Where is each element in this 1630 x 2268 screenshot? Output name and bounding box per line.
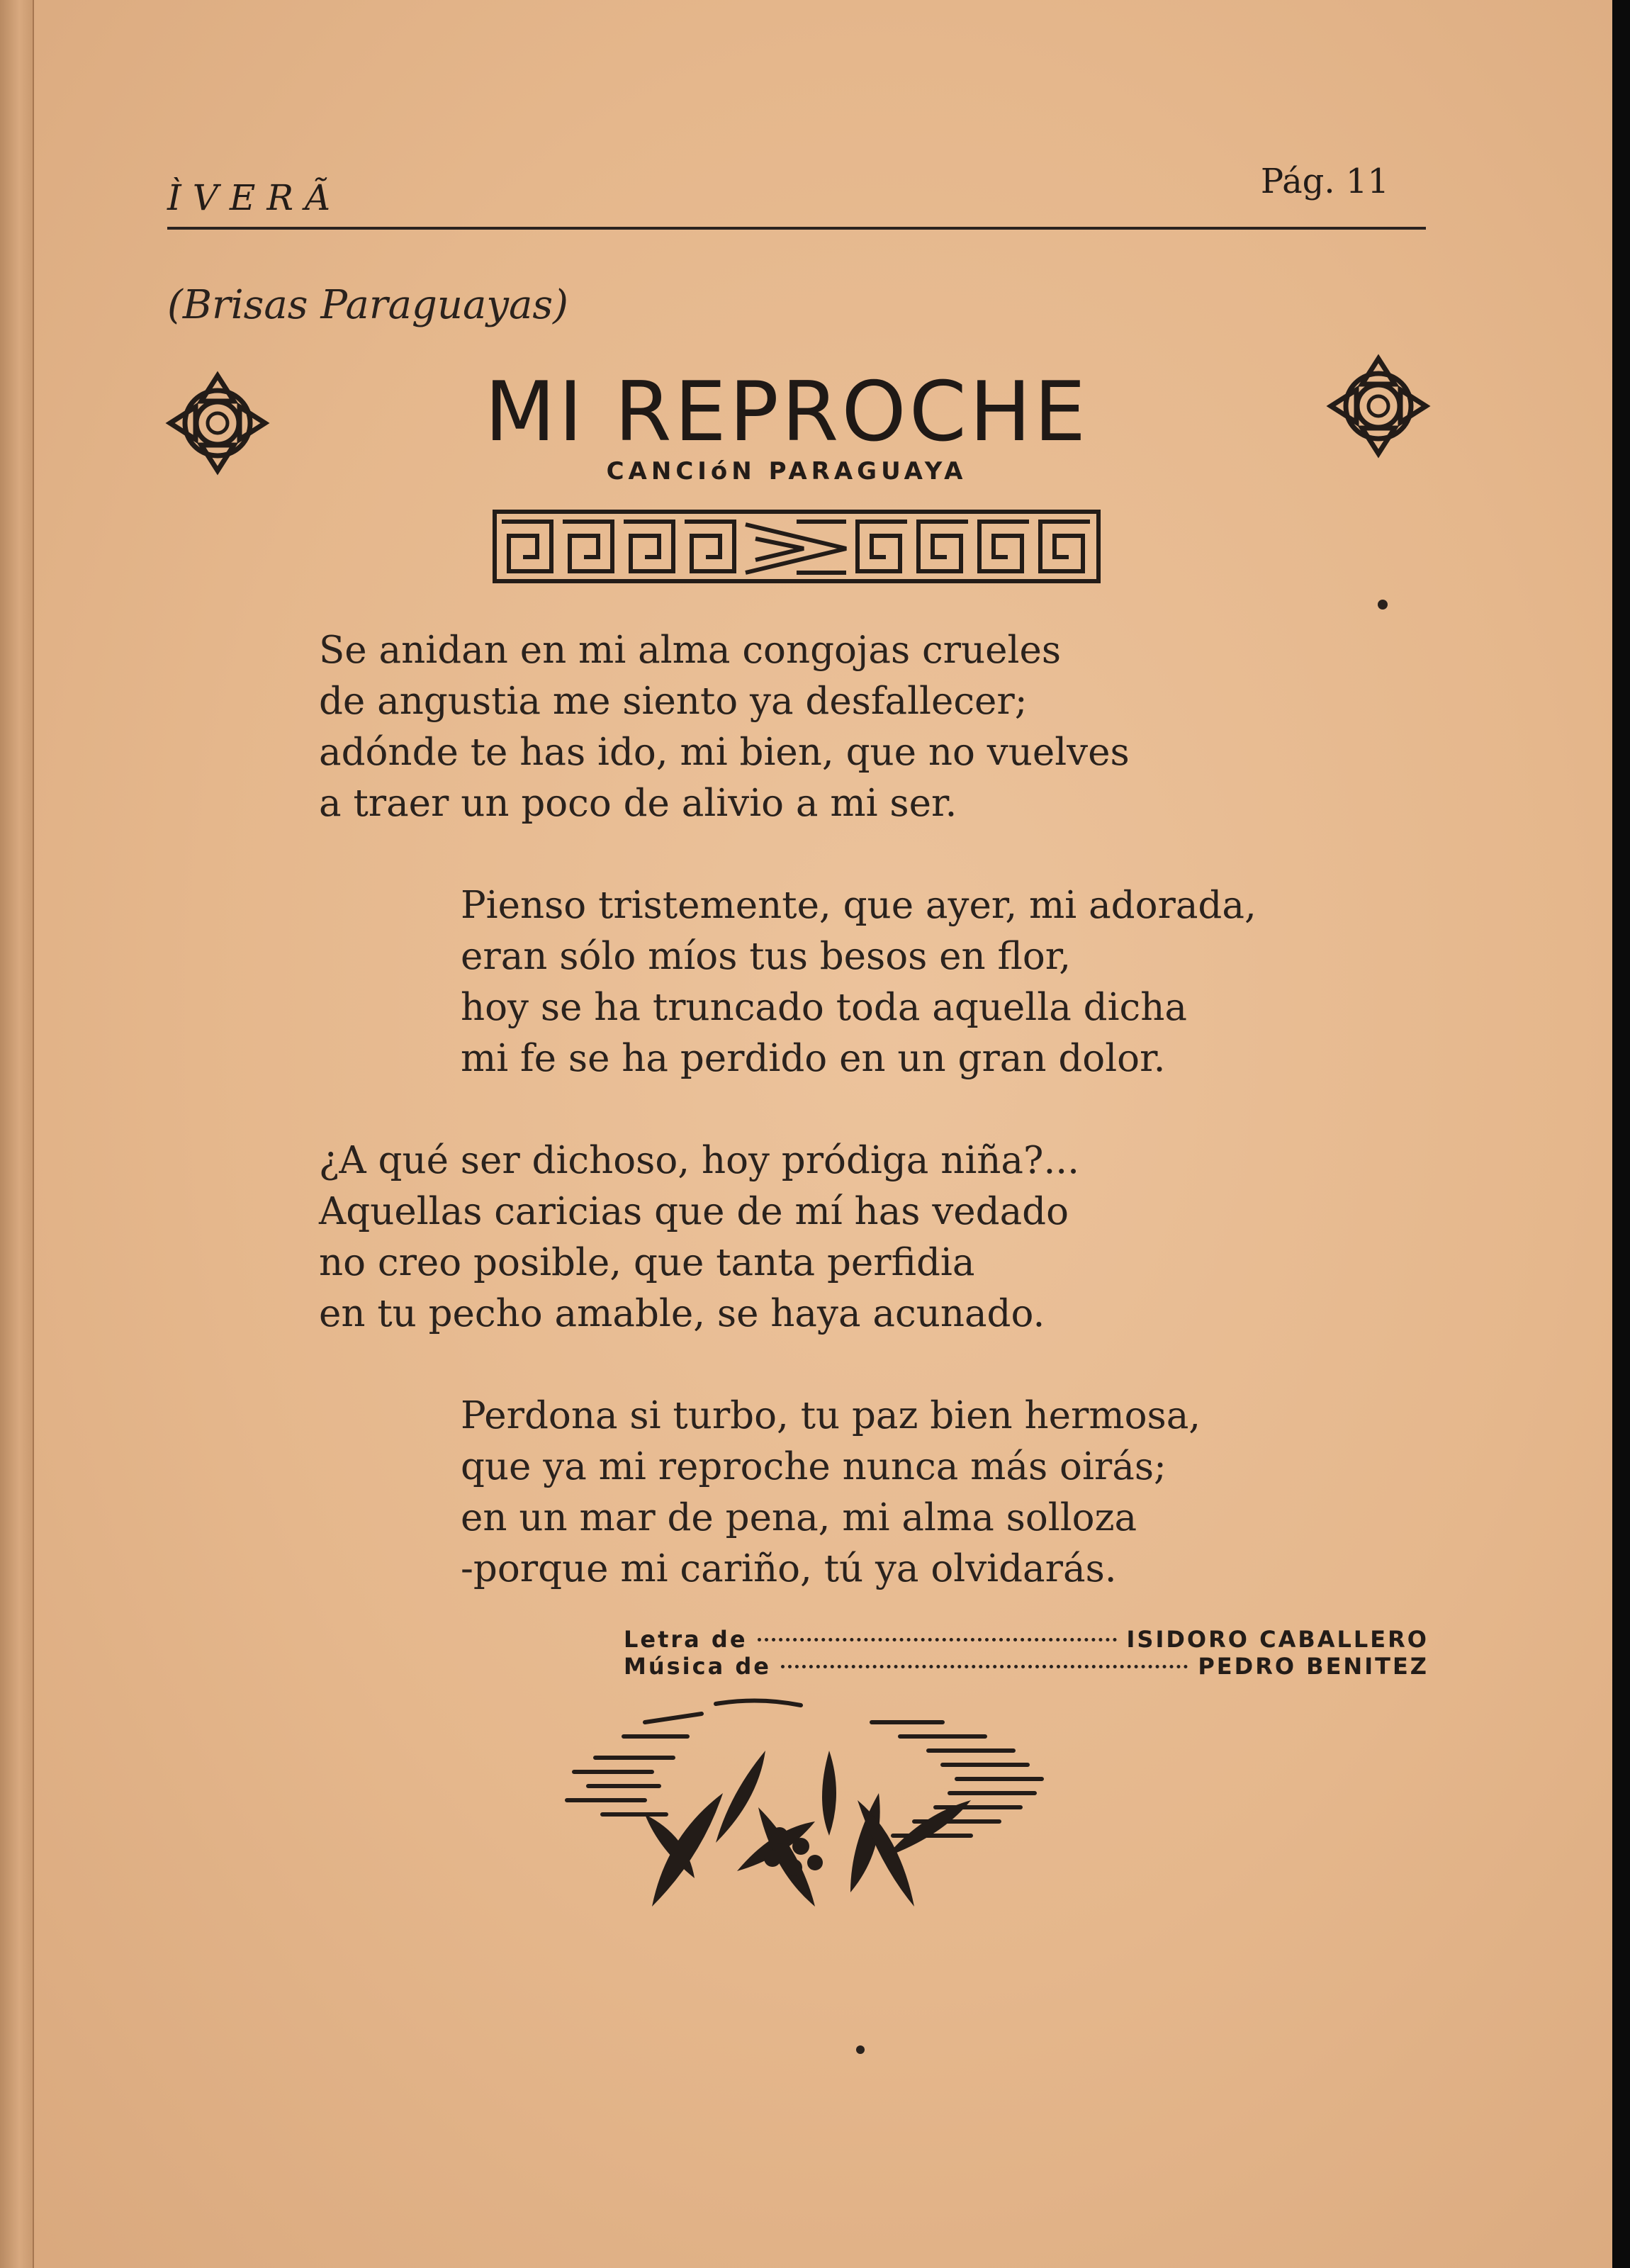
stanza-4: [461, 1391, 1201, 1595]
song-genre: CANCIóN PARAGUAYA: [606, 457, 967, 485]
verse-line: que ya mi reproche nunca más oirás;: [461, 1445, 1167, 1488]
credit-label: Música de: [624, 1653, 771, 1680]
verse-line: Se anidan en mi alma congojas crueles: [319, 629, 1062, 672]
verse-line: mi fe se ha perdido en un gran dolor.: [461, 1037, 1166, 1080]
verse-line: no creo posible, que tanta perfidia: [319, 1241, 975, 1284]
stanza-3: [319, 1135, 1079, 1340]
ink-speck: [1378, 600, 1388, 610]
credit-name: PEDRO BENITEZ: [1198, 1653, 1429, 1680]
book-spine: [0, 0, 34, 2268]
page-number: Pág. 11: [1260, 162, 1389, 201]
song-title: MI REPROCHE: [484, 364, 1089, 460]
verse-line: Pienso tristemente, que ayer, mi adorada,: [461, 884, 1257, 927]
ink-speck: [856, 2045, 865, 2054]
greek-key-border-icon: [492, 507, 1101, 585]
verse-line: en un mar de pena, mi alma solloza: [461, 1496, 1137, 1539]
verse-line: a traer un poco de alivio a mi ser.: [319, 782, 957, 825]
song-subtitle: (Brisas Paraguayas): [167, 282, 568, 328]
page-edge: [1612, 0, 1630, 2268]
celtic-knot-icon: [1325, 353, 1432, 459]
stanza-1: [319, 625, 1130, 829]
verse-line: Perdona si turbo, tu paz bien hermosa,: [461, 1394, 1201, 1437]
dot-leader: [758, 1638, 1117, 1641]
verse-line: adónde te has ido, mi bien, que no vuelves: [319, 731, 1130, 774]
journal-name: ÌVERÃ: [167, 177, 342, 218]
song-credits: [624, 1626, 1429, 1680]
verse-line: -porque mi cariño, tú ya olvidarás.: [461, 1547, 1117, 1590]
page-header: [167, 149, 1426, 230]
verse-line: eran sólo míos tus besos en flor,: [461, 935, 1072, 978]
verse-line: en tu pecho amable, se haya acunado.: [319, 1292, 1045, 1335]
verse-line: de angustia me siento ya desfallecer;: [319, 680, 1028, 723]
lyrics-credit: [624, 1626, 1429, 1653]
stanza-2: [461, 880, 1257, 1084]
credit-label: Letra de: [624, 1626, 748, 1653]
verse-line: ¿A qué ser dichoso, hoy pródiga niña?...: [319, 1139, 1079, 1182]
celtic-knot-icon: [164, 370, 271, 476]
music-credit: [624, 1653, 1429, 1680]
credit-name: ISIDORO CABALLERO: [1126, 1626, 1429, 1653]
laurel-branch-icon: [546, 1694, 1056, 1928]
verse-line: Aquellas caricias que de mí has vedado: [319, 1190, 1069, 1233]
verse-line: hoy se ha truncado toda aquella dicha: [461, 986, 1187, 1029]
dot-leader: [781, 1665, 1188, 1668]
